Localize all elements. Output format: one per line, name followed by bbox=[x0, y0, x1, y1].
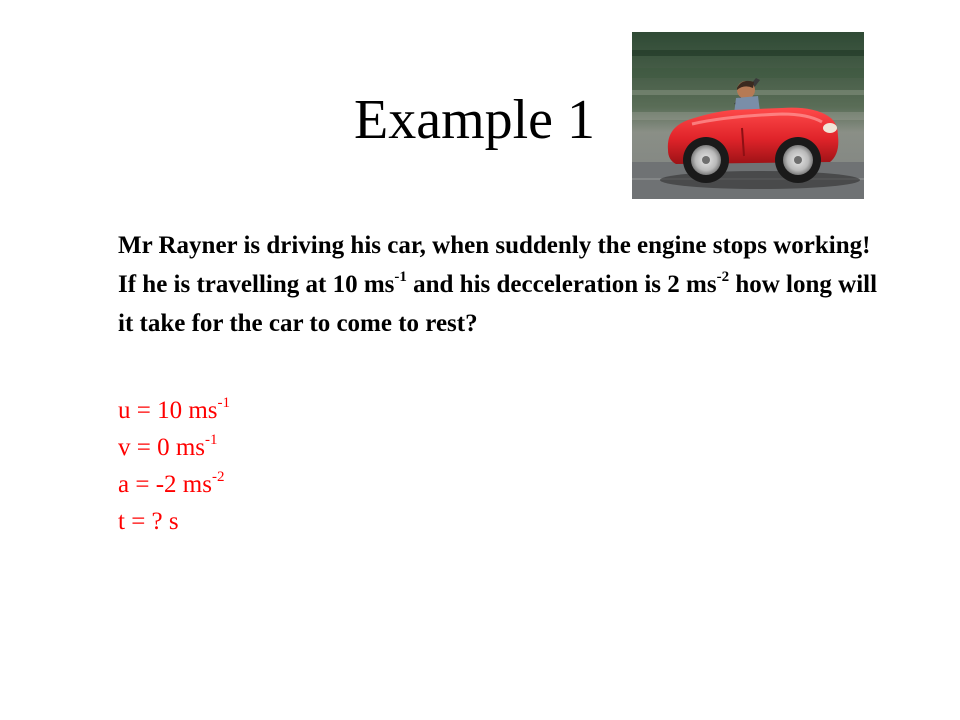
question-sup-1: -1 bbox=[394, 268, 407, 285]
given-u-sup: -1 bbox=[217, 394, 231, 411]
question-part-3: how long will it take for the car to come to rest? bbox=[118, 271, 878, 337]
given-t bbox=[118, 503, 230, 540]
question-sup-2: -2 bbox=[716, 268, 730, 285]
given-u-text: u = 10 ms bbox=[118, 397, 218, 424]
given-t-text: t = ? s bbox=[118, 508, 179, 535]
slide-title: Example 1 bbox=[354, 89, 596, 151]
given-a bbox=[118, 466, 230, 503]
question-part-2: and his decceleration is 2 ms bbox=[406, 271, 717, 298]
given-a-sup: -2 bbox=[211, 468, 225, 485]
given-a-text: a = -2 ms bbox=[118, 471, 212, 498]
red-car-photo bbox=[632, 32, 864, 199]
question-text bbox=[118, 226, 888, 343]
given-v bbox=[118, 429, 230, 466]
given-v-sup: -1 bbox=[205, 431, 218, 448]
given-v-text: v = 0 ms bbox=[118, 434, 206, 461]
car-illustration bbox=[632, 32, 864, 199]
question-part-1: Mr Rayner is driving his car, when suddenly the engine stops working! If he is travelling at 10 ms bbox=[118, 232, 871, 298]
given-u bbox=[118, 392, 230, 429]
given-values-list bbox=[118, 392, 230, 540]
